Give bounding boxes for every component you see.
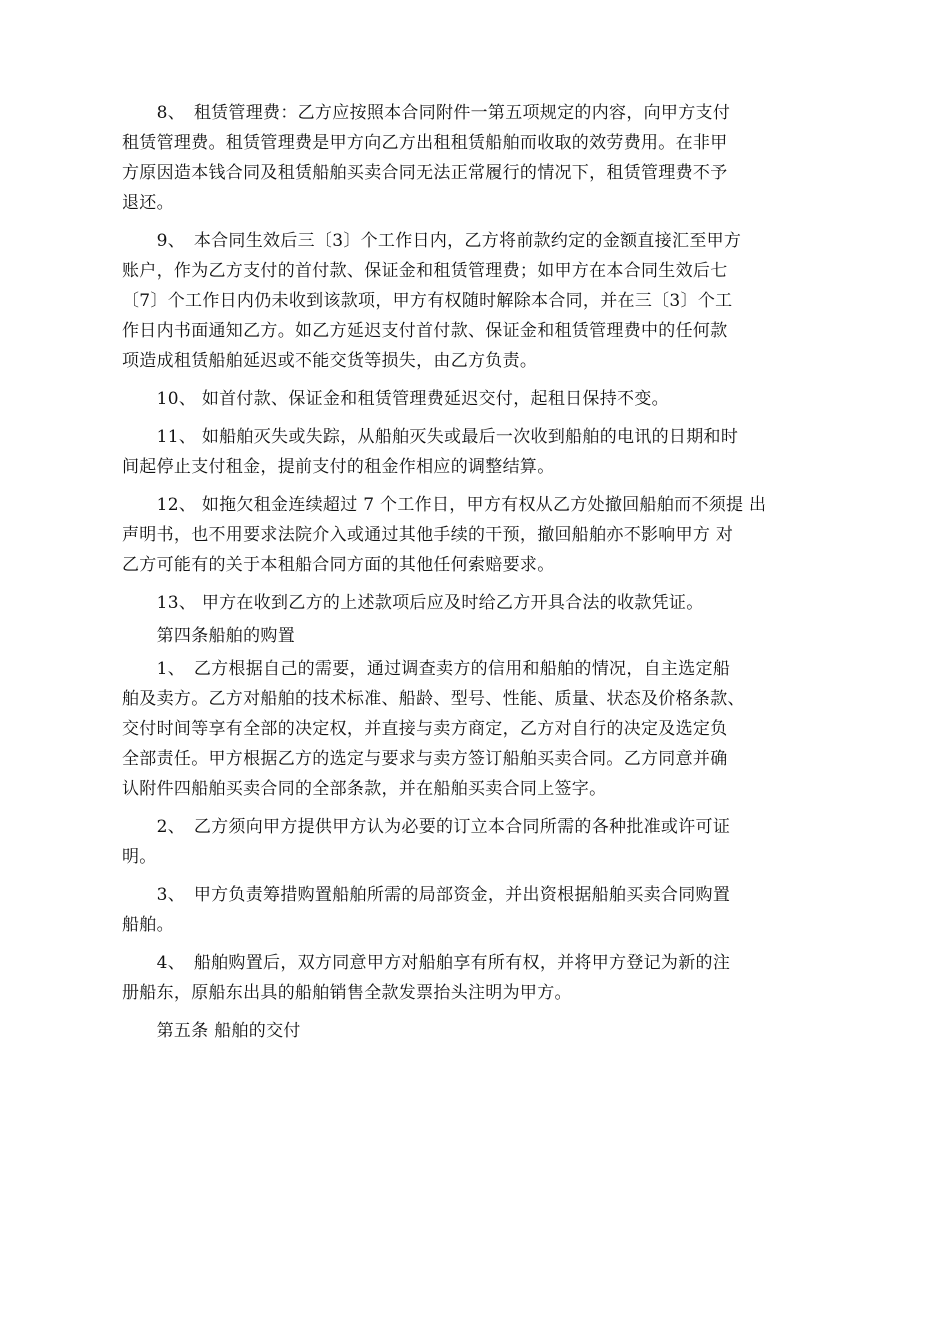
text-line: 2、 乙方须向甲方提供甲方认为必要的订立本合同所需的各种批准或许可证 (122, 817, 731, 837)
text-line: 交付时间等享有全部的决定权，并直接与卖方商定，乙方对自行的决定及选定负 (122, 719, 728, 739)
article-4-heading (122, 621, 830, 651)
text-line: 4、 船舶购置后，双方同意甲方对船舶享有所有权，并将甲方登记为新的注 (122, 953, 731, 973)
text-line: 船舶。 (122, 915, 174, 935)
paragraph-gap (122, 218, 830, 226)
document-body (122, 98, 830, 1046)
text-line: 方原因造本钱合同及租赁船舶买卖合同无法正常履行的情况下，租赁管理费不予 (122, 163, 728, 183)
article-4-clause-1 (122, 654, 830, 804)
section-heading: 第四条船舶的购置 (122, 626, 295, 646)
article-5-heading (122, 1016, 830, 1046)
text-line: 乙方可能有的关于本租船合同方面的其他任何索赔要求。 (122, 555, 555, 575)
clause-11-vessel-loss (122, 422, 830, 482)
article-4-clause-2 (122, 812, 830, 872)
paragraph-gap (122, 580, 830, 588)
article-4-clause-3 (122, 880, 830, 940)
clause-10-late-payment (122, 384, 830, 414)
clause-12-rent-arrears (122, 490, 830, 580)
text-line: 间起停止支付租金，提前支付的租金作相应的调整结算。 (122, 457, 555, 477)
clause-8-rental-management-fee (122, 98, 830, 218)
text-line: 10、 如首付款、保证金和租赁管理费延迟交付，起租日保持不变。 (122, 389, 669, 409)
text-line: 认附件四船舶买卖合同的全部条款，并在船舶买卖合同上签字。 (122, 779, 607, 799)
paragraph-gap (122, 376, 830, 384)
clause-9-payment-timing (122, 226, 830, 376)
paragraph-gap (122, 482, 830, 490)
article-4-clause-4 (122, 948, 830, 1008)
text-line: 9、 本合同生效后三〔3〕个工作日内，乙方将前款约定的金额直接汇至甲方 (122, 231, 742, 251)
text-line: 8、 租赁管理费：乙方应按照本合同附件一第五项规定的内容，向甲方支付 (122, 103, 731, 123)
text-line: 租赁管理费。租赁管理费是甲方向乙方出租租赁船舶而收取的效劳费用。在非甲 (122, 133, 728, 153)
text-line: 11、 如船舶灭失或失踪，从船舶灭失或最后一次收到船舶的电讯的日期和时 (122, 427, 739, 447)
text-line: 舶及卖方。乙方对船舶的技术标准、船龄、型号、性能、质量、状态及价格条款、 (122, 689, 745, 709)
text-line: 项造成租赁船舶延迟或不能交货等损失，由乙方负责。 (122, 351, 538, 371)
text-line: 作日内书面通知乙方。如乙方延迟支付首付款、保证金和租赁管理费中的任何款 (122, 321, 728, 341)
text-line: 13、 甲方在收到乙方的上述款项后应及时给乙方开具合法的收款凭证。 (122, 593, 704, 613)
text-line: 册船东，原船东出具的船舶销售全款发票抬头注明为甲方。 (122, 983, 572, 1003)
clause-13-receipt (122, 588, 830, 618)
text-line: 账户，作为乙方支付的首付款、保证金和租赁管理费；如甲方在本合同生效后七 (122, 261, 728, 281)
paragraph-gap (122, 804, 830, 812)
text-line: 全部责任。甲方根据乙方的选定与要求与卖方签订船舶买卖合同。乙方同意并确 (122, 749, 728, 769)
text-line: 1、 乙方根据自己的需要，通过调查卖方的信用和船舶的情况，自主选定船 (122, 659, 731, 679)
text-line: 明。 (122, 847, 157, 867)
text-line: 声明书，也不用要求法院介入或通过其他手续的干预，撤回船舶亦不影响甲方 对 (122, 525, 734, 545)
text-line: 12、 如拖欠租金连续超过 7 个工作日，甲方有权从乙方处撤回船舶而不须提 出 (122, 495, 767, 515)
paragraph-gap (122, 872, 830, 880)
paragraph-gap (122, 1008, 830, 1016)
paragraph-gap (122, 414, 830, 422)
text-line: 3、 甲方负责筹措购置船舶所需的局部资金，并出资根据船舶买卖合同购置 (122, 885, 731, 905)
text-line: 退还。 (122, 193, 174, 213)
section-heading: 第五条 船舶的交付 (122, 1021, 301, 1041)
text-line: 〔7〕个工作日内仍未收到该款项，甲方有权随时解除本合同，并在三〔3〕个工 (122, 291, 733, 311)
paragraph-gap (122, 940, 830, 948)
